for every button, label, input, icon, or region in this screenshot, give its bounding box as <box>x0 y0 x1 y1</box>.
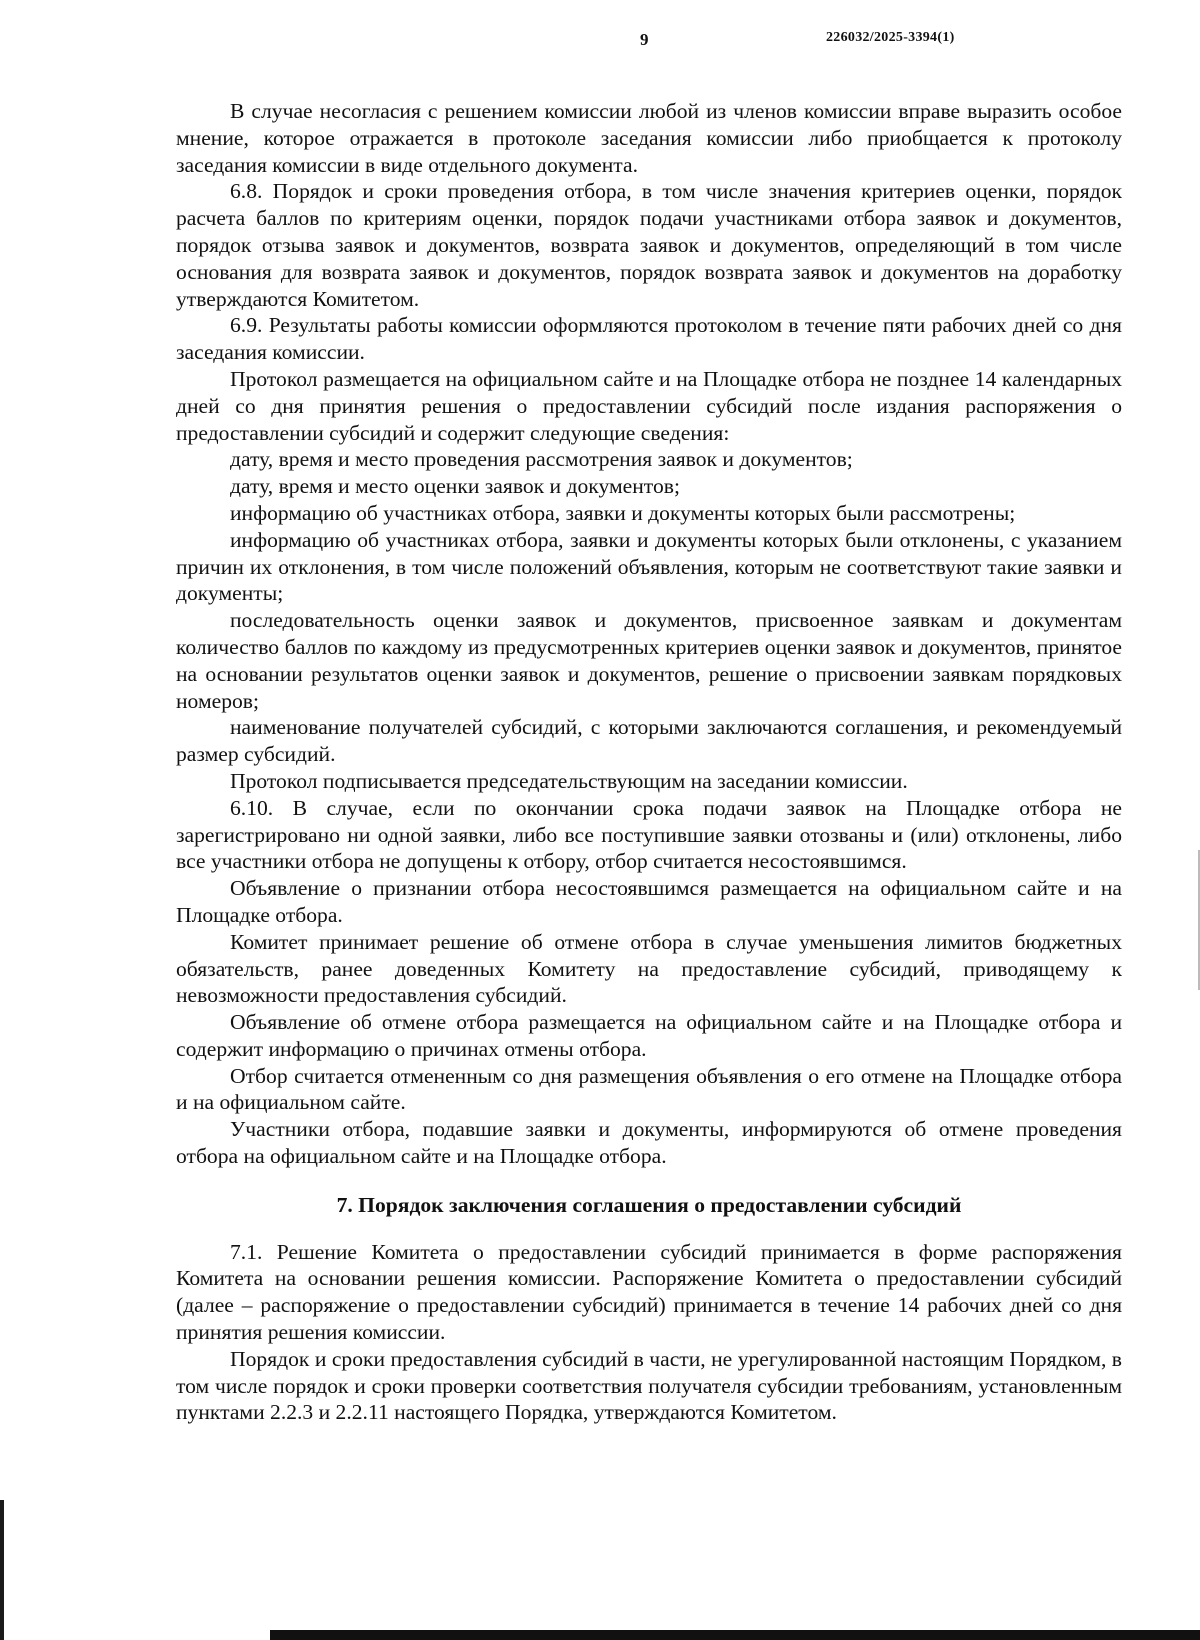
page-number: 9 <box>640 30 649 49</box>
paragraph-failed-selection-notice: Объявление о признании отбора несостоявшимся размещается на официальном сайте и на Площадке отбора. <box>176 876 1122 927</box>
paragraph-procedure-approval: Порядок и сроки предоставления субсидий в части, не урегулированной настоящим Порядком, в том числе порядок и сроки проверки соответствия получателя субсидии требованиям, установленным пунктами 2.2.3 и 2.2.11 настоящего Порядка, утверждаются Комитетом. <box>176 1346 1122 1425</box>
paragraph-6-10: 6.10. В случае, если по окончании срока подачи заявок на Площадке отбора не зарегистрировано ни одной заявки, либо все поступившие заявки отозваны и (или) отклонены, либо все участники отбора не допущены к отбору, отбор считается несостоявшимся. <box>176 795 1122 874</box>
protocol-item-recipients: наименование получателей субсидий, с которыми заключаются соглашения, и рекомендуемый размер субсидий. <box>176 715 1122 767</box>
page-header <box>0 30 1200 56</box>
paragraph-cancellation-notice: Объявление об отмене отбора размещается на официальном сайте и на Площадке отбора и содержит информацию о причинах отмены отбора. <box>176 1010 1122 1061</box>
protocol-item-review-date: дату, время и место проведения рассмотрения заявок и документов; <box>230 447 853 472</box>
protocol-item-rejected-participants: информацию об участниках отбора, заявки и документы которых были отклонены, с указанием причин их отклонения, в том числе положений объявления, которым не соответствуют такие заявки и документы; <box>176 527 1122 606</box>
section-7-title: 7. Порядок заключения соглашения о предоставлении субсидий <box>336 1192 962 1217</box>
paragraph-selection-cancellation: Комитет принимает решение об отмене отбора в случае уменьшения лимитов бюджетных обязательств, ранее доведенных Комитету на предоставление субсидий, приводящему к невозможности предоставления субсидий. <box>176 929 1122 1008</box>
document-registration-number: 226032/2025-3394(1) <box>826 30 955 45</box>
document-body <box>176 98 1122 1426</box>
scan-bottom-edge-line <box>270 1630 1200 1640</box>
protocol-item-reviewed-participants: информацию об участниках отбора, заявки и документы которых были рассмотрены; <box>230 500 1016 525</box>
paragraph-protocol-signing: Протокол подписывается председательствующим на заседании комиссии. <box>230 768 908 793</box>
scan-left-edge-shadow <box>0 1500 4 1640</box>
paragraph-cancellation-effective: Отбор считается отмененным со дня размещения объявления о его отмене на Площадке отбора и на официальном сайте. <box>176 1063 1122 1115</box>
paragraph-6-9: 6.9. Результаты работы комиссии оформляются протоколом в течение пяти рабочих дней со дня заседания комиссии. <box>176 313 1122 365</box>
protocol-item-evaluation-date: дату, время и место оценки заявок и документов; <box>230 474 680 499</box>
paragraph-participants-informed: Участники отбора, подавшие заявки и документы, информируются об отмене проведения отбора на официальном сайте и на Площадке отбора. <box>176 1117 1122 1169</box>
paragraph-dissenting-opinion: В случае несогласия с решением комиссии любой из членов комиссии вправе выразить особое мнение, которое отражается в протоколе заседания комиссии либо приобщается к протоколу заседания комиссии в виде отдельного документа. <box>176 99 1122 177</box>
paragraph-protocol-publication: Протокол размещается на официальном сайте и на Площадке отбора не позднее 14 календарных дней со дня принятия решения о предоставлении субсидий после издания распоряжения о предоставлении субсидий и содержит следующие сведения: <box>176 366 1122 445</box>
paragraph-7-1: 7.1. Решение Комитета о предоставлении субсидий принимается в форме распоряжения Комитета на основании решения комиссии. Распоряжение Комитета о предоставлении субсидий (далее – распоряжение о предоставлении субсидий) принимается в течение 14 рабочих дней со дня принятия решения комиссии. <box>176 1239 1122 1345</box>
protocol-item-evaluation-sequence: последовательность оценки заявок и документов, присвоенное заявкам и документам количество баллов по каждому из предусмотренных критериев оценки заявок и документов, принятое на основании результатов оценки заявок и документов, решение о присвоении заявкам порядковых номеров; <box>176 608 1122 713</box>
paragraph-6-8: 6.8. Порядок и сроки проведения отбора, в том числе значения критериев оценки, порядок расчета баллов по критериям оценки, порядок подачи участниками отбора заявок и документов, порядок отзыва заявок и документов, возврата заявок и документов, определяющий в том числе основания для возврата заявок и документов, порядок возврата заявок и документов на доработку утверждаются Комитетом. <box>176 179 1122 311</box>
